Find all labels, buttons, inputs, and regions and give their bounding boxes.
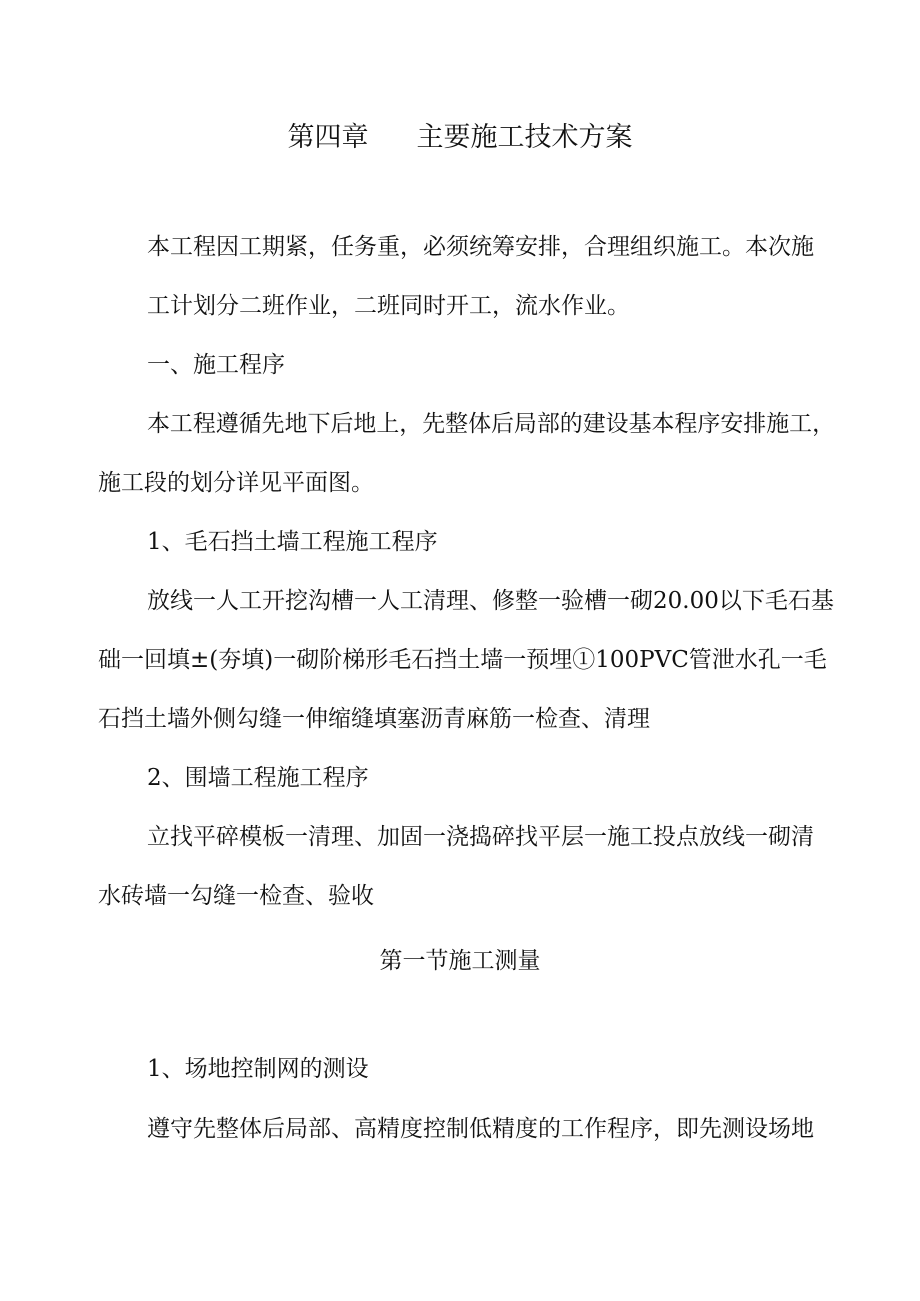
- body-line: 立找平碎模板一清理、加固一浇捣碎找平层一施工投点放线一砌清: [147, 824, 814, 850]
- subsection-heading: 1、毛石挡土墙工程施工程序: [147, 529, 438, 555]
- subsection-heading: 2、围墙工程施工程序: [147, 765, 369, 791]
- chapter-name: 主要施工技术方案: [416, 122, 633, 153]
- body-line: 工计划分二班作业，二班同时开工，流水作业。: [147, 293, 630, 319]
- subsection-heading: 1、场地控制网的测设: [147, 1056, 369, 1082]
- body-line: 石挡土墙外侧勾缝一伸缩缝填塞沥青麻筋一检查、清理: [98, 706, 650, 732]
- body-line: 施工段的划分详见平面图。: [98, 470, 374, 496]
- body-line: 放线一人工开挖沟槽一人工清理、修整一验槽一砌20.00以下毛石基: [147, 588, 834, 614]
- section-title: 第一节施工测量: [379, 948, 541, 974]
- section-heading: 一、施工程序: [147, 352, 285, 378]
- body-line: 水砖墙一勾缝一检查、验收: [98, 883, 374, 909]
- body-line: 本工程因工期紧，任务重，必须统筹安排，合理组织施工。本次施: [147, 234, 814, 260]
- body-line: 遵守先整体后局部、高精度控制低精度的工作程序，即先测设场地: [147, 1116, 814, 1142]
- body-line: 础一回填±(夯填)一砌阶梯形毛石挡土墙一预埋①100PVC管泄水孔一毛: [98, 647, 827, 673]
- chapter-number: 第四章: [287, 122, 369, 153]
- body-line: 本工程遵循先地下后地上，先整体后局部的建设基本程序安排施工，: [147, 411, 835, 437]
- chapter-title: [0, 121, 920, 155]
